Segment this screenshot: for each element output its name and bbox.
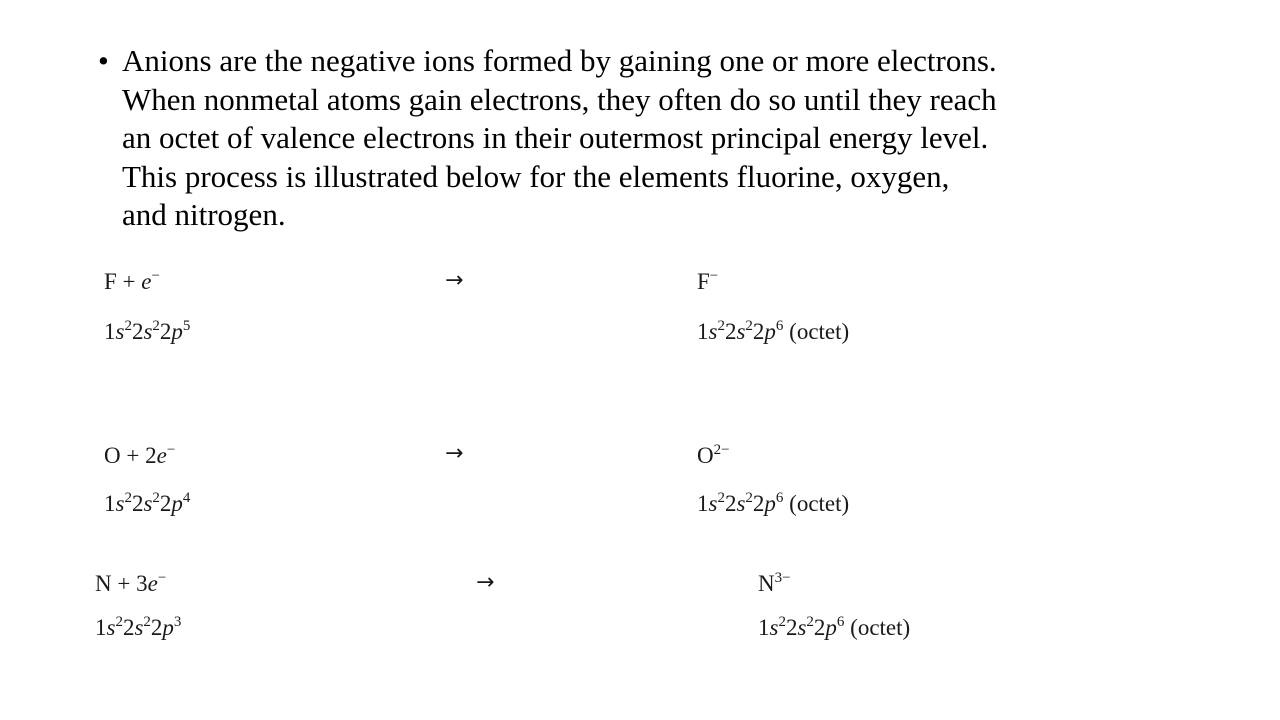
- nitrogen-product: $N^{3-}$: [758, 570, 791, 596]
- nitrogen-reactant-config: $1s^22s^22p^3$: [95, 614, 182, 640]
- oxygen-product-config: $1s^22s^22p^6$ (octet): [697, 490, 850, 516]
- fluorine-product-config: $1s^22s^22p^6$ (octet): [697, 318, 850, 344]
- bullet-line: an octet of valence electrons in their outermost principal energy level.: [122, 120, 989, 155]
- oxygen-arrow-icon: →: [445, 441, 464, 466]
- nitrogen-arrow-icon: →: [476, 570, 495, 595]
- nitrogen-reactant: N + 3e−: [95, 570, 167, 596]
- oxygen-reactant-config: $1s^22s^22p^4$: [104, 490, 191, 516]
- bullet-line: When nonmetal atoms gain electrons, they often do so until they reach: [122, 81, 997, 117]
- fluorine-reactant-config: $1s^22s^22p^5$: [104, 318, 191, 344]
- bullet-text: [122, 42, 1218, 235]
- oxygen-product: $O^{2-}$: [697, 442, 730, 468]
- fluorine-reactant: F + e−: [104, 268, 160, 294]
- bullet-line: This process is illustrated below for the elements fluorine, oxygen,: [122, 158, 950, 194]
- oxygen-reactant: O + 2e−: [104, 442, 176, 468]
- bullet-marker: •: [98, 43, 109, 78]
- bullet-paragraph: [98, 42, 1218, 235]
- bullet-line: Anions are the negative ions formed by gaining one or more electrons.: [122, 43, 997, 78]
- fluorine-arrow-icon: →: [445, 268, 464, 293]
- fluorine-product: F−: [697, 268, 719, 294]
- bullet-line: and nitrogen.: [122, 197, 286, 232]
- nitrogen-product-config: $1s^22s^22p^6$ (octet): [758, 614, 911, 640]
